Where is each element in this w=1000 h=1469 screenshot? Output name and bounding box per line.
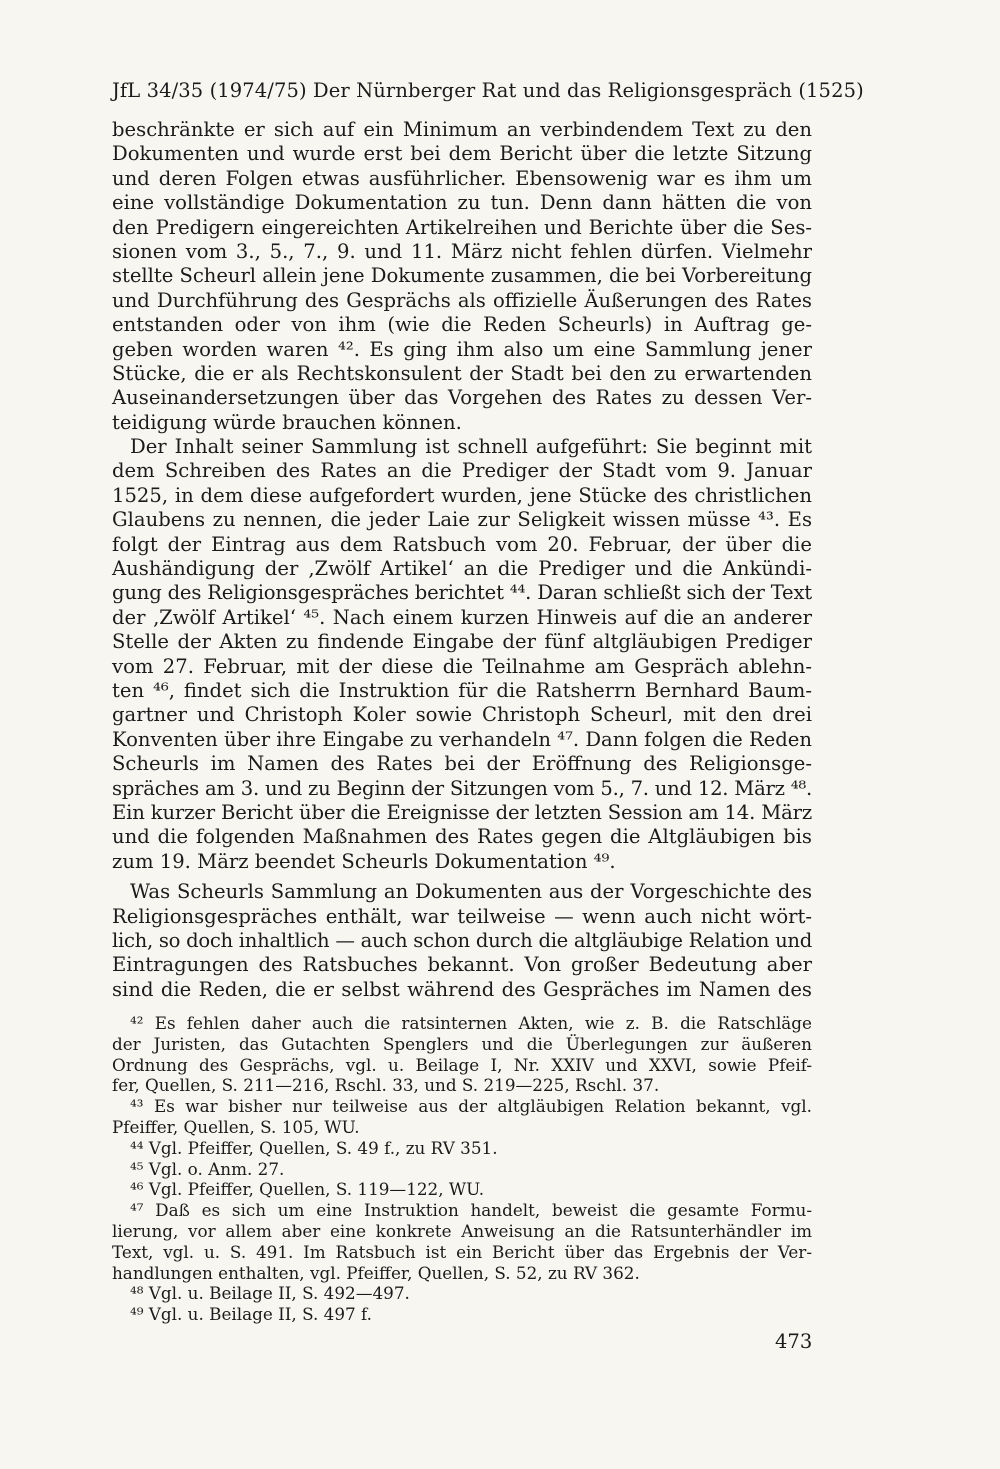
body-line: Religionsgespräches enthält, war teilweise — wenn auch nicht wört- <box>112 904 812 928</box>
body-line: entstanden oder von ihm (wie die Reden Scheurls) in Auftrag ge- <box>112 313 812 337</box>
body-line: zum 19. März beendet Scheurls Dokumentation ⁴⁹. <box>112 849 616 873</box>
body-line: gartner und Christoph Koler sowie Christoph Scheurl, mit den drei <box>112 703 812 727</box>
footnote-line: Text, vgl. u. S. 491. Im Ratsbuch ist ein Bericht über das Ergebnis der Ver- <box>112 1241 812 1262</box>
footnote-line: ⁴⁷ Daß es sich um eine Instruktion handelt, beweist die gesamte Formu- <box>130 1200 812 1221</box>
body-line: eine vollständige Dokumentation zu tun. Denn dann hätten die von <box>112 191 812 215</box>
body-line: stellte Scheurl allein jene Dokumente zusammen, die bei Vorbereitung <box>112 264 812 288</box>
body-line: 1525, in dem diese aufgefordert wurden, jene Stücke des christlichen <box>112 483 812 507</box>
body-line: Stücke, die er als Rechtskonsulent der Stadt bei den zu erwartenden <box>112 361 812 385</box>
body-line: der ‚Zwölf Artikel‘ ⁴⁵. Nach einem kurzen Hinweis auf die an anderer <box>112 605 812 629</box>
footnote-line: handlungen enthalten, vgl. Pfeiffer, Quellen, S. 52, zu RV 362. <box>112 1262 640 1283</box>
footnote-line: ⁴² Es fehlen daher auch die ratsinternen Akten, wie z. B. die Ratschläge <box>130 1013 812 1033</box>
footnote-line: der Juristen, das Gutachten Spenglers und die Überlegungen zur äußeren <box>112 1033 812 1054</box>
body-line: Aushändigung der ‚Zwölf Artikel‘ an die Prediger und die Ankündi- <box>112 557 812 581</box>
body-line: und deren Folgen etwas ausführlicher. Ebensowenig war es ihm um <box>112 166 812 190</box>
body-line-indented: Was Scheurls Sammlung an Dokumenten aus der Vorgeschichte des <box>130 880 812 904</box>
body-line: gung des Religionsgespräches berichtet ⁴⁴. Daran schließt sich der Text <box>112 581 812 605</box>
footnote-line: ⁴⁴ Vgl. Pfeiffer, Quellen, S. 49 f., zu RV 351. <box>130 1137 498 1158</box>
body-line: Ein kurzer Bericht über die Ereignisse der letzten Session am 14. März <box>112 800 812 824</box>
body-line: beschränkte er sich auf ein Minimum an verbindendem Text zu den <box>112 118 812 141</box>
body-line: Stelle der Akten zu findende Eingabe der fünf altgläubigen Prediger <box>112 630 812 654</box>
body-line: spräches am 3. und zu Beginn der Sitzungen vom 5., 7. und 12. März ⁴⁸. <box>112 776 812 800</box>
footnote-line: ⁴⁵ Vgl. o. Anm. 27. <box>130 1158 285 1179</box>
footnote-line: Ordnung des Gesprächs, vgl. u. Beilage I, Nr. XXIV und XXVI, sowie Pfeif- <box>112 1054 812 1075</box>
body-line: und Durchführung des Gesprächs als offizielle Äußerungen des Rates <box>112 288 812 312</box>
footnote-line: ⁴⁶ Vgl. Pfeiffer, Quellen, S. 119—122, WU. <box>130 1179 485 1200</box>
body-text <box>112 118 812 1002</box>
footnote-line: fer, Quellen, S. 211—216, Rschl. 33, und S. 219—225, Rschl. 37. <box>112 1075 660 1096</box>
body-line: geben worden waren ⁴². Es ging ihm also um eine Sammlung jener <box>112 337 812 361</box>
body-line: Auseinandersetzungen über das Vorgehen des Rates zu dessen Ver- <box>112 386 812 410</box>
body-line: Konventen über ihre Eingabe zu verhandeln ⁴⁷. Dann folgen die Reden <box>112 727 812 751</box>
body-line: Dokumenten und wurde erst bei dem Bericht über die letzte Sitzung <box>112 142 812 166</box>
footnote-line: Pfeiffer, Quellen, S. 105, WU. <box>112 1116 360 1137</box>
running-header: JfL 34/35 (1974/75) Der Nürnberger Rat und das Religionsgespräch (1525) <box>112 79 864 102</box>
footnote-line: ⁴³ Es war bisher nur teilweise aus der altgläubigen Relation bekannt, vgl. <box>130 1096 812 1117</box>
body-line: lich, so doch inhaltlich — auch schon durch die altgläubige Relation und <box>112 928 812 952</box>
footnotes <box>112 1013 812 1325</box>
body-line: den Predigern eingereichten Artikelreihen und Berichte über die Ses- <box>112 215 812 239</box>
footnote-line: ⁴⁸ Vgl. u. Beilage II, S. 492—497. <box>130 1283 410 1304</box>
page-number: 473 <box>775 1330 813 1353</box>
body-line: Glaubens zu nennen, die jeder Laie zur Seligkeit wissen müsse ⁴³. Es <box>112 508 812 532</box>
body-line-indented: Der Inhalt seiner Sammlung ist schnell aufgeführt: Sie beginnt mit <box>130 435 812 459</box>
body-line: dem Schreiben des Rates an die Prediger der Stadt vom 9. Januar <box>112 459 812 483</box>
body-line: und die folgenden Maßnahmen des Rates gegen die Altgläubigen bis <box>112 825 812 849</box>
body-line: vom 27. Februar, mit der diese die Teilnahme am Gespräch ablehn- <box>112 654 812 678</box>
body-line: sionen vom 3., 5., 7., 9. und 11. März nicht fehlen dürfen. Vielmehr <box>112 239 812 263</box>
body-line: ten ⁴⁶, findet sich die Instruktion für die Ratsherrn Bernhard Baum- <box>112 678 812 702</box>
footnote-line: ⁴⁹ Vgl. u. Beilage II, S. 497 f. <box>130 1304 372 1325</box>
body-line: folgt der Eintrag aus dem Ratsbuch vom 20. Februar, der über die <box>112 532 812 556</box>
body-line: sind die Reden, die er selbst während des Gespräches im Namen des <box>112 977 812 1001</box>
body-line: teidigung würde brauchen können. <box>112 410 462 434</box>
footnote-line: lierung, vor allem aber eine konkrete Anweisung an die Ratsunterhändler im <box>112 1220 812 1241</box>
body-line: Scheurls im Namen des Rates bei der Eröffnung des Religionsge- <box>112 752 812 776</box>
body-line: Eintragungen des Ratsbuches bekannt. Von großer Bedeutung aber <box>112 953 812 977</box>
